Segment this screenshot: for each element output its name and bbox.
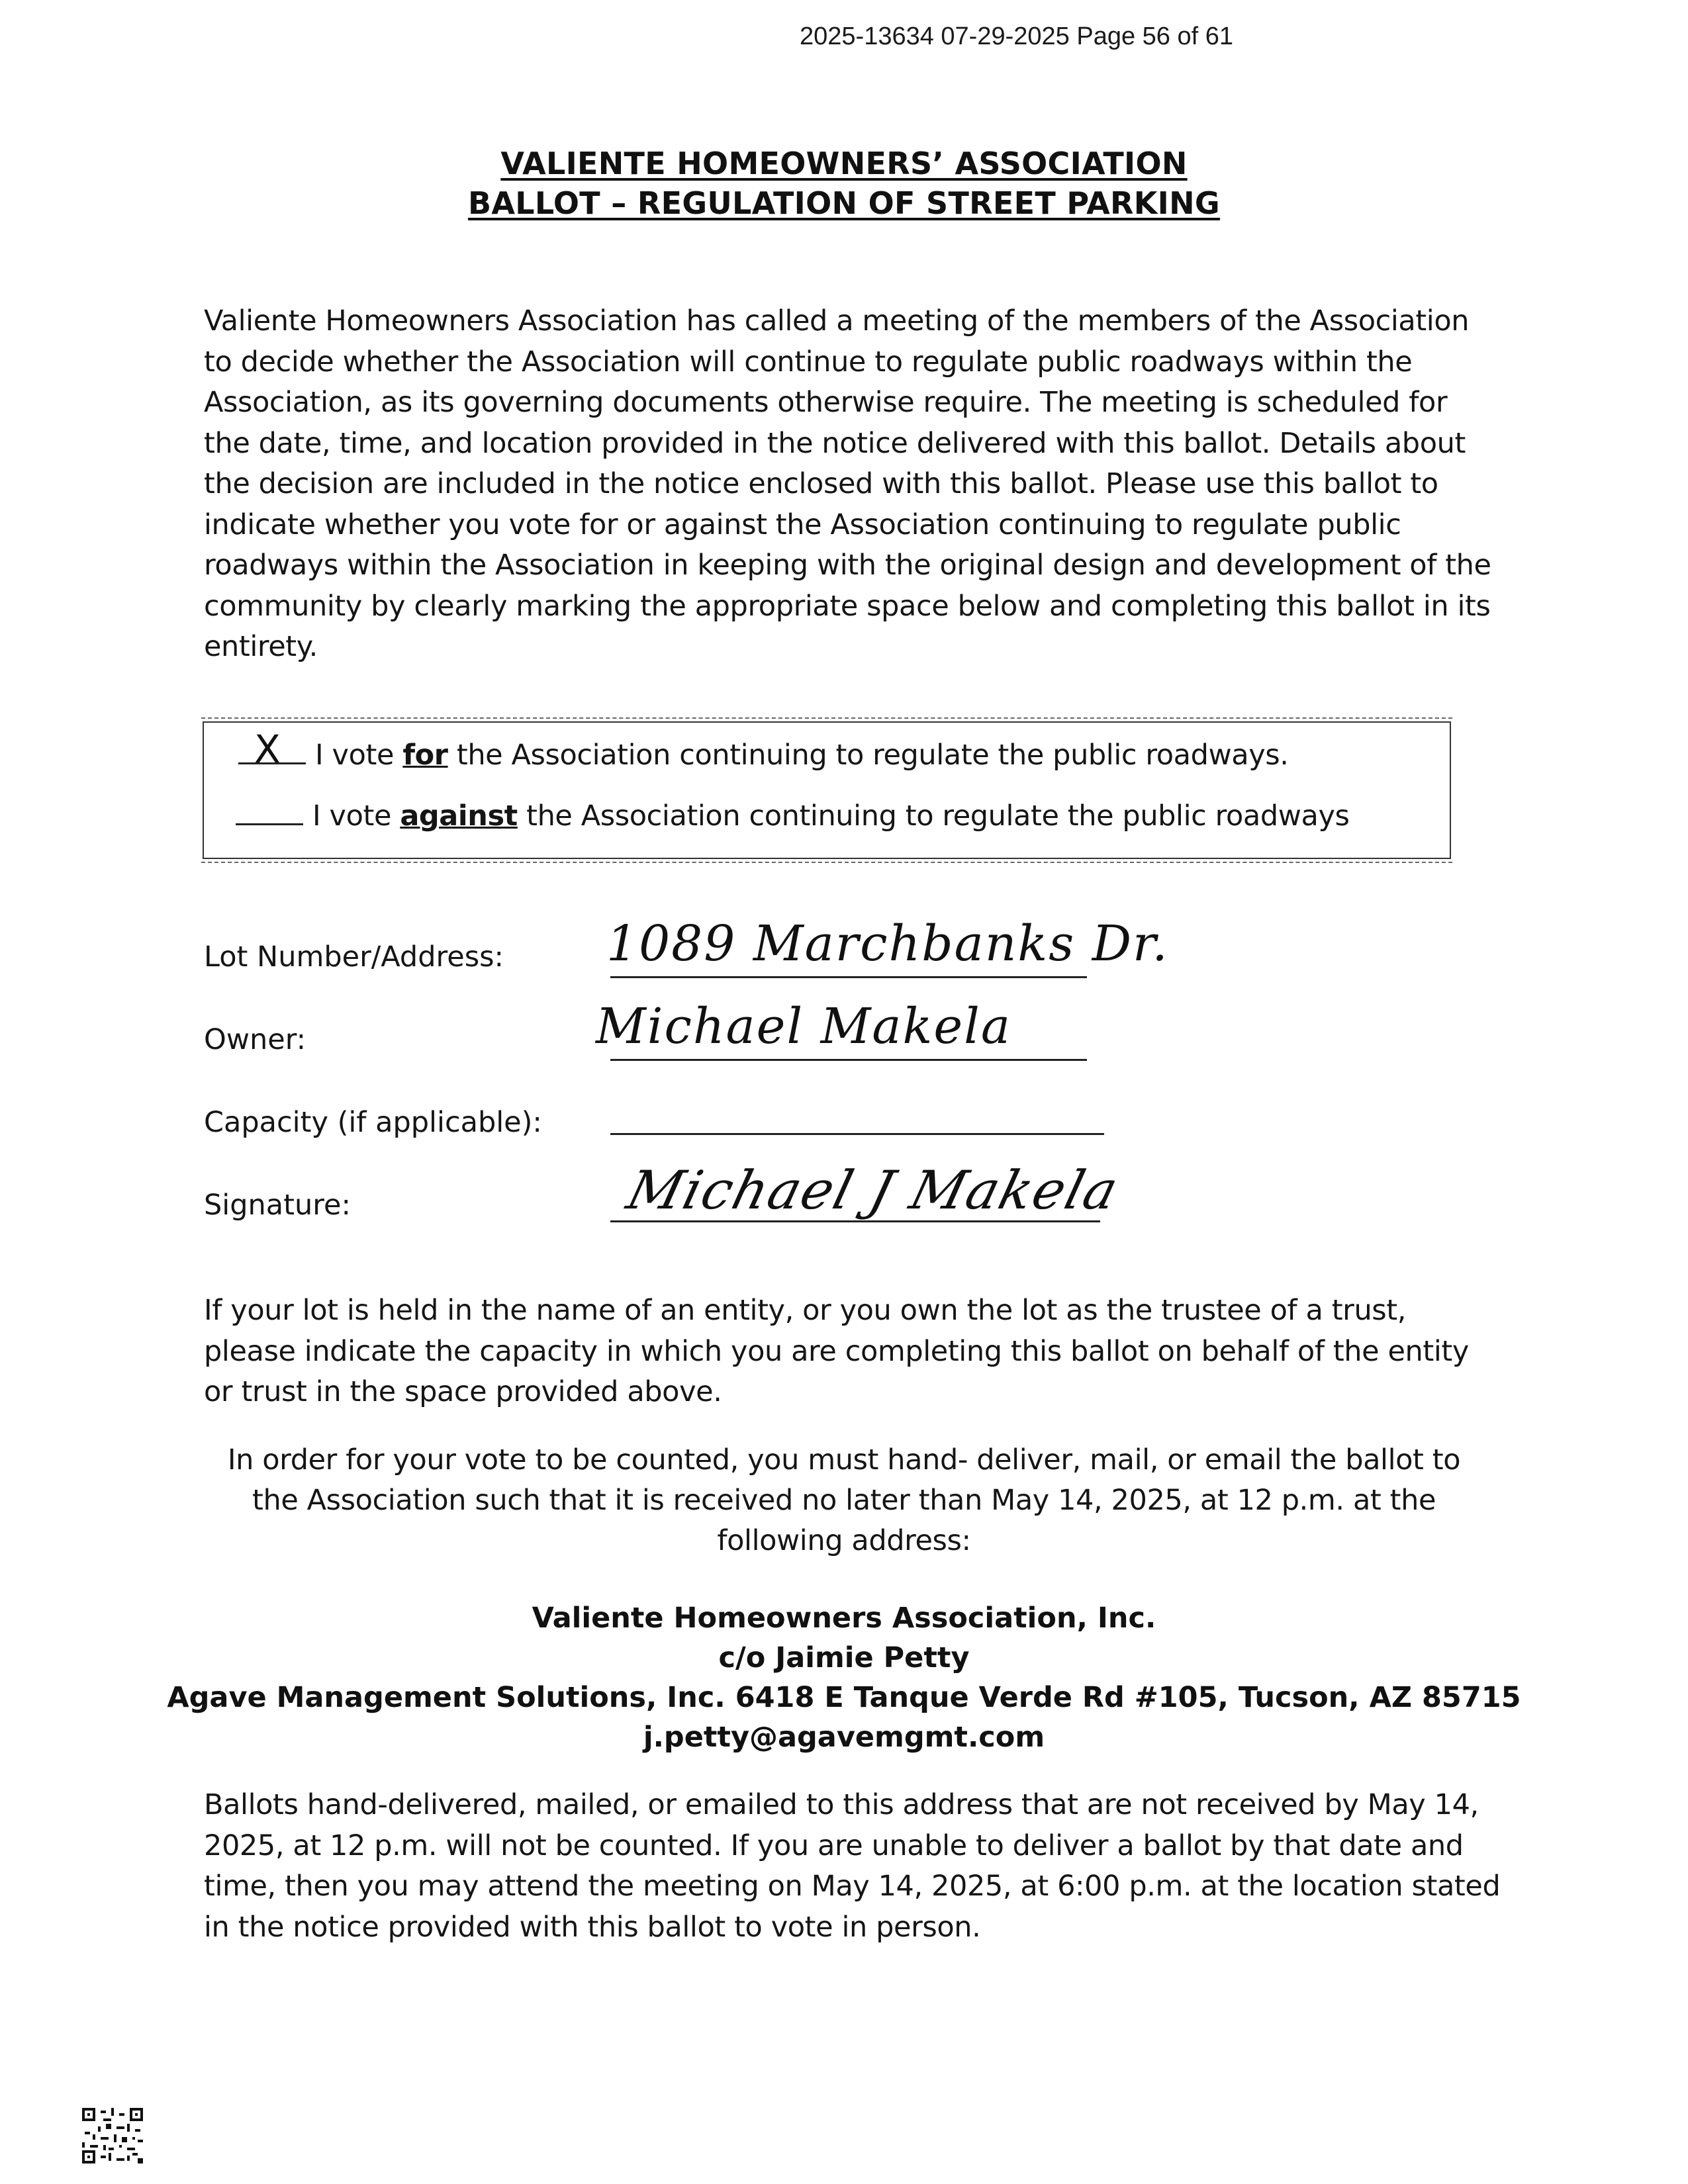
- capacity-label: Capacity (if applicable):: [204, 1106, 542, 1139]
- address-email[interactable]: j.petty@agavemgmt.com: [643, 1721, 1045, 1754]
- intro-paragraph: Valiente Homeowners Association has called a meeting of the members of the Association to decide whether the Association will continue to regulate public roadways within the Association, as its governing documents otherwise require. The meeting is scheduled for the date, time, and location provided in the notice delivered with this ballot. Details about the decision are included in the notice enclosed with this ballot. Please use this ballot to indicate whether you vote for or against the Association continuing to regulate public roadways within the Association in keeping with the original design and development of the community by clearly marking the appropriate space below and completing this ballot in its entirety.: [204, 304, 1491, 663]
- lot-address-label: Lot Number/Address:: [204, 940, 504, 974]
- lot-address-line: [610, 976, 1087, 978]
- delivery-instructions: [199, 1440, 1489, 1561]
- vote-against-blank[interactable]: [236, 797, 303, 825]
- vote-against-keyword: against: [400, 799, 518, 833]
- address-street: Agave Management Solutions, Inc. 6418 E Tanque Verde Rd #105, Tucson, AZ 85715: [167, 1681, 1521, 1714]
- lot-address-value[interactable]: 1089 Marchbanks Dr.: [606, 915, 1169, 972]
- qr-code-icon: [82, 2107, 143, 2164]
- vote-options-box: [203, 721, 1451, 859]
- recording-stamp: 2025-13634 07-29-2025 Page 56 of 61: [800, 23, 1233, 50]
- capacity-note: If your lot is held in the name of an entity, or you own the lot as the trustee of a trust, please indicate the capacity in which you are completing this ballot on behalf of the entity or trust in the space provided above.: [204, 1294, 1469, 1408]
- vote-for-keyword: for: [402, 739, 448, 772]
- address-attention: c/o Jaimie Petty: [718, 1641, 970, 1674]
- signature-value[interactable]: Michael J Makela: [621, 1160, 1125, 1221]
- capacity-line: [610, 1133, 1104, 1135]
- vote-for-option[interactable]: [238, 727, 1289, 772]
- vote-against-prefix: I vote: [312, 799, 392, 833]
- delivery-line-2: the Association such that it is received no later than May 14, 2025, at 12 p.m. at the: [252, 1484, 1436, 1517]
- delivery-line-1: In order for your vote to be counted, you must hand- deliver, mail, or email the ballot to: [227, 1443, 1461, 1477]
- closing-paragraph: Ballots hand-delivered, mailed, or emailed to this address that are not received by May 14, 2025, at 12 p.m. will not be counted. If you are unable to deliver a ballot by that date and time, then you may attend the meeting on May 14, 2025, at 6:00 p.m. at the location stated in the notice provided with this ballot to vote in person.: [204, 1788, 1501, 1944]
- vote-against-text: the Association continuing to regulate the public roadways: [526, 799, 1350, 833]
- document-title: VALIENTE HOMEOWNERS’ ASSOCIATION: [500, 146, 1188, 181]
- address-org: Valiente Homeowners Association, Inc.: [532, 1602, 1156, 1635]
- document-subtitle: BALLOT – REGULATION OF STREET PARKING: [468, 185, 1220, 221]
- vote-for-mark: X: [254, 727, 281, 772]
- delivery-line-3: following address:: [717, 1524, 971, 1557]
- signature-label: Signature:: [204, 1189, 351, 1222]
- vote-for-prefix: I vote: [315, 739, 395, 772]
- vote-for-text: the Association continuing to regulate the public roadways.: [456, 739, 1289, 772]
- owner-line: [610, 1059, 1087, 1061]
- vote-against-option[interactable]: [236, 797, 1350, 833]
- owner-value[interactable]: Michael Makela: [596, 998, 1011, 1055]
- vote-for-blank[interactable]: [238, 727, 306, 772]
- owner-label: Owner:: [204, 1023, 306, 1056]
